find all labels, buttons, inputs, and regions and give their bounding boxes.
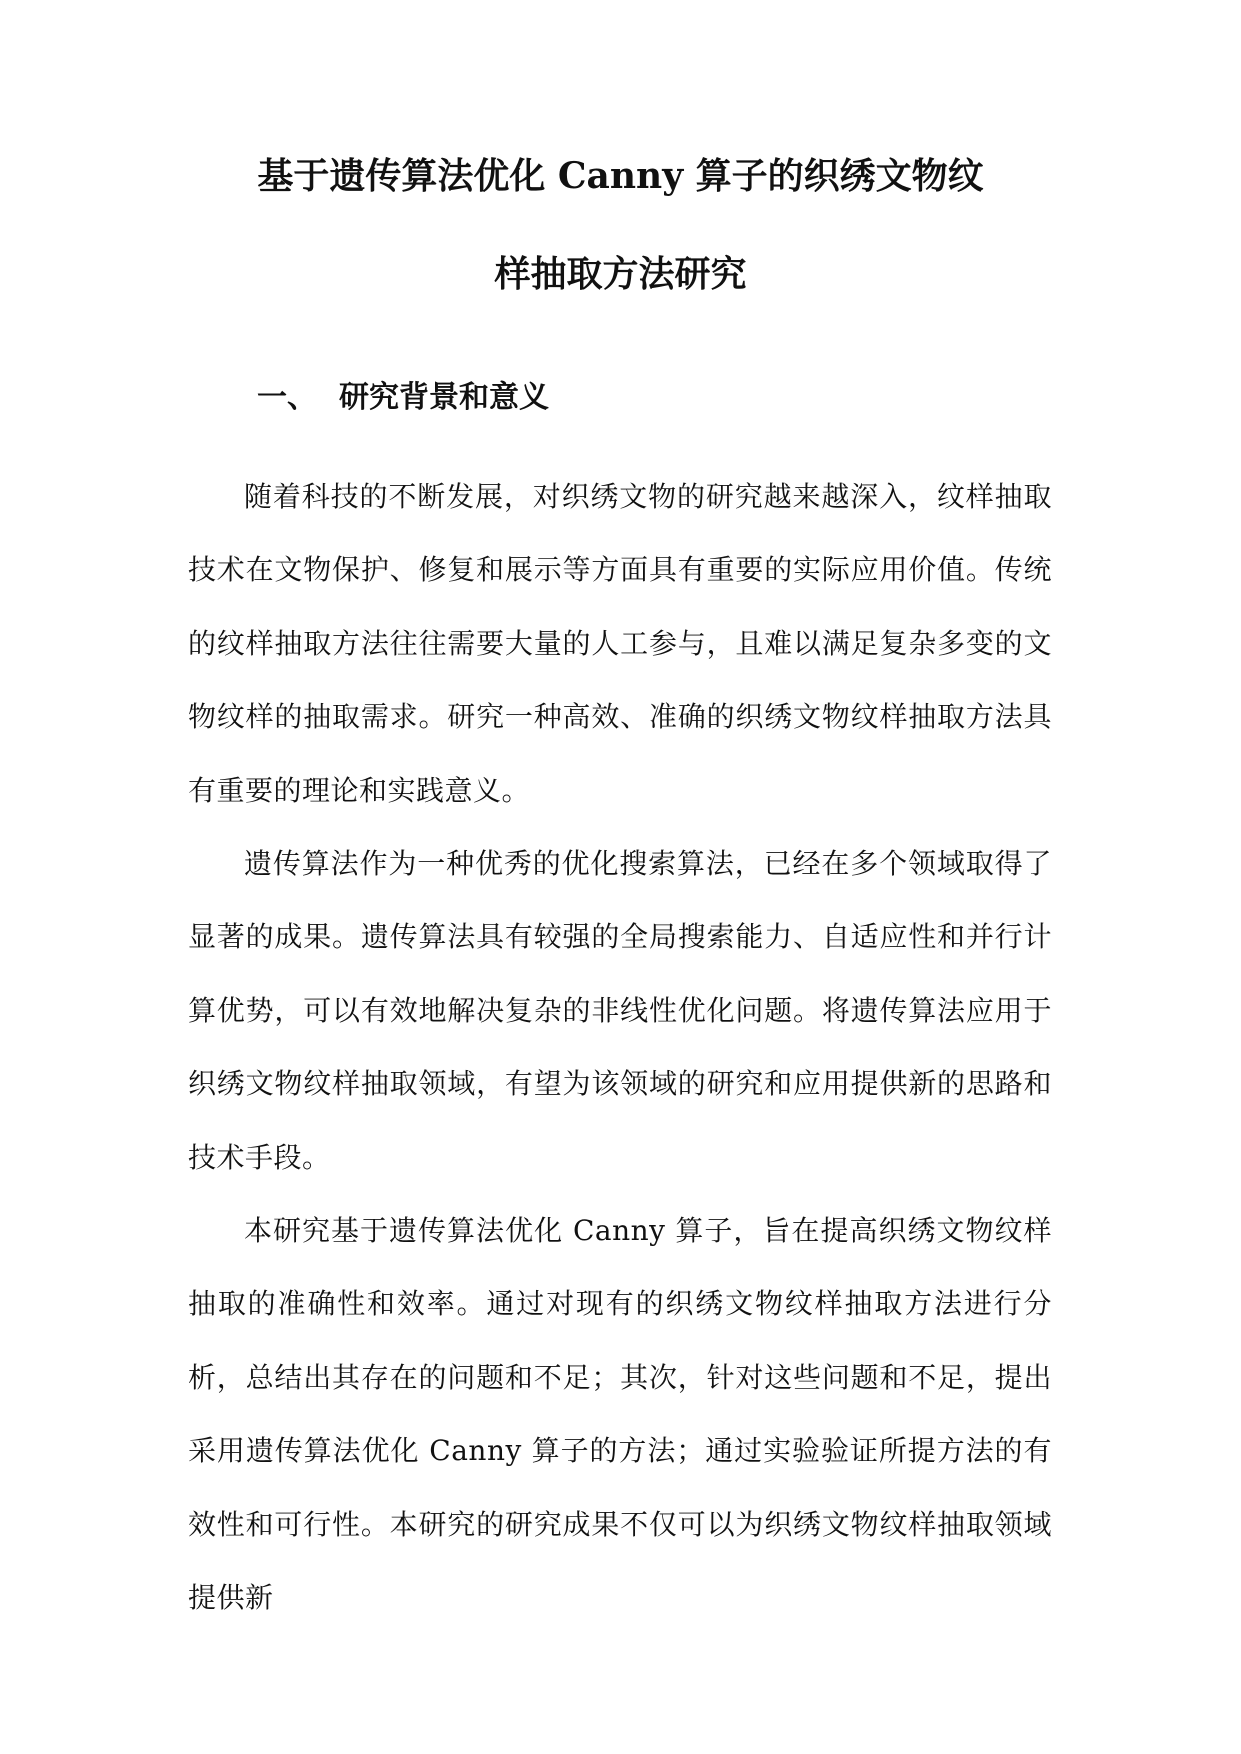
- paragraph: 本研究基于遗传算法优化 Canny 算子，旨在提高织绣文物纹样抽取的准确性和效率。通过对现有的织绣文物纹样抽取方法进行分析，总结出其存在的问题和不足；其次，针对这些问题和不足，提出采用遗传算法优化 Canny 算子的方法；通过实验验证所提方法的有效性和可行性。本研究的研究成果不仅可以为织绣文物纹样抽取领域提供新: [188, 1214, 1052, 1615]
- paragraph: 遗传算法作为一种优秀的优化搜索算法，已经在多个领域取得了显著的成果。遗传算法具有较强的全局搜索能力、自适应性和并行计算优势，可以有效地解决复杂的非线性优化问题。将遗传算法应用于织绣文物纹样抽取领域，有望为该领域的研究和应用提供新的思路和技术手段。: [188, 847, 1052, 1174]
- section-heading: [257, 378, 549, 418]
- paragraph: 随着科技的不断发展，对织绣文物的研究越来越深入，纹样抽取技术在文物保护、修复和展示等方面具有重要的实际应用价值。传统的纹样抽取方法往往需要大量的人工参与，且难以满足复杂多变的文物纹样的抽取需求。研究一种高效、准确的织绣文物纹样抽取方法具有重要的理论和实践意义。: [188, 480, 1052, 807]
- body-text: [188, 460, 1052, 1635]
- section-title: 研究背景和意义: [339, 380, 549, 415]
- section-number: 一、: [257, 380, 317, 415]
- title-line-2: 样抽取方法研究: [494, 253, 747, 295]
- title-line-1: 基于遗传算法优化 Canny 算子的织绣文物纹: [257, 155, 984, 197]
